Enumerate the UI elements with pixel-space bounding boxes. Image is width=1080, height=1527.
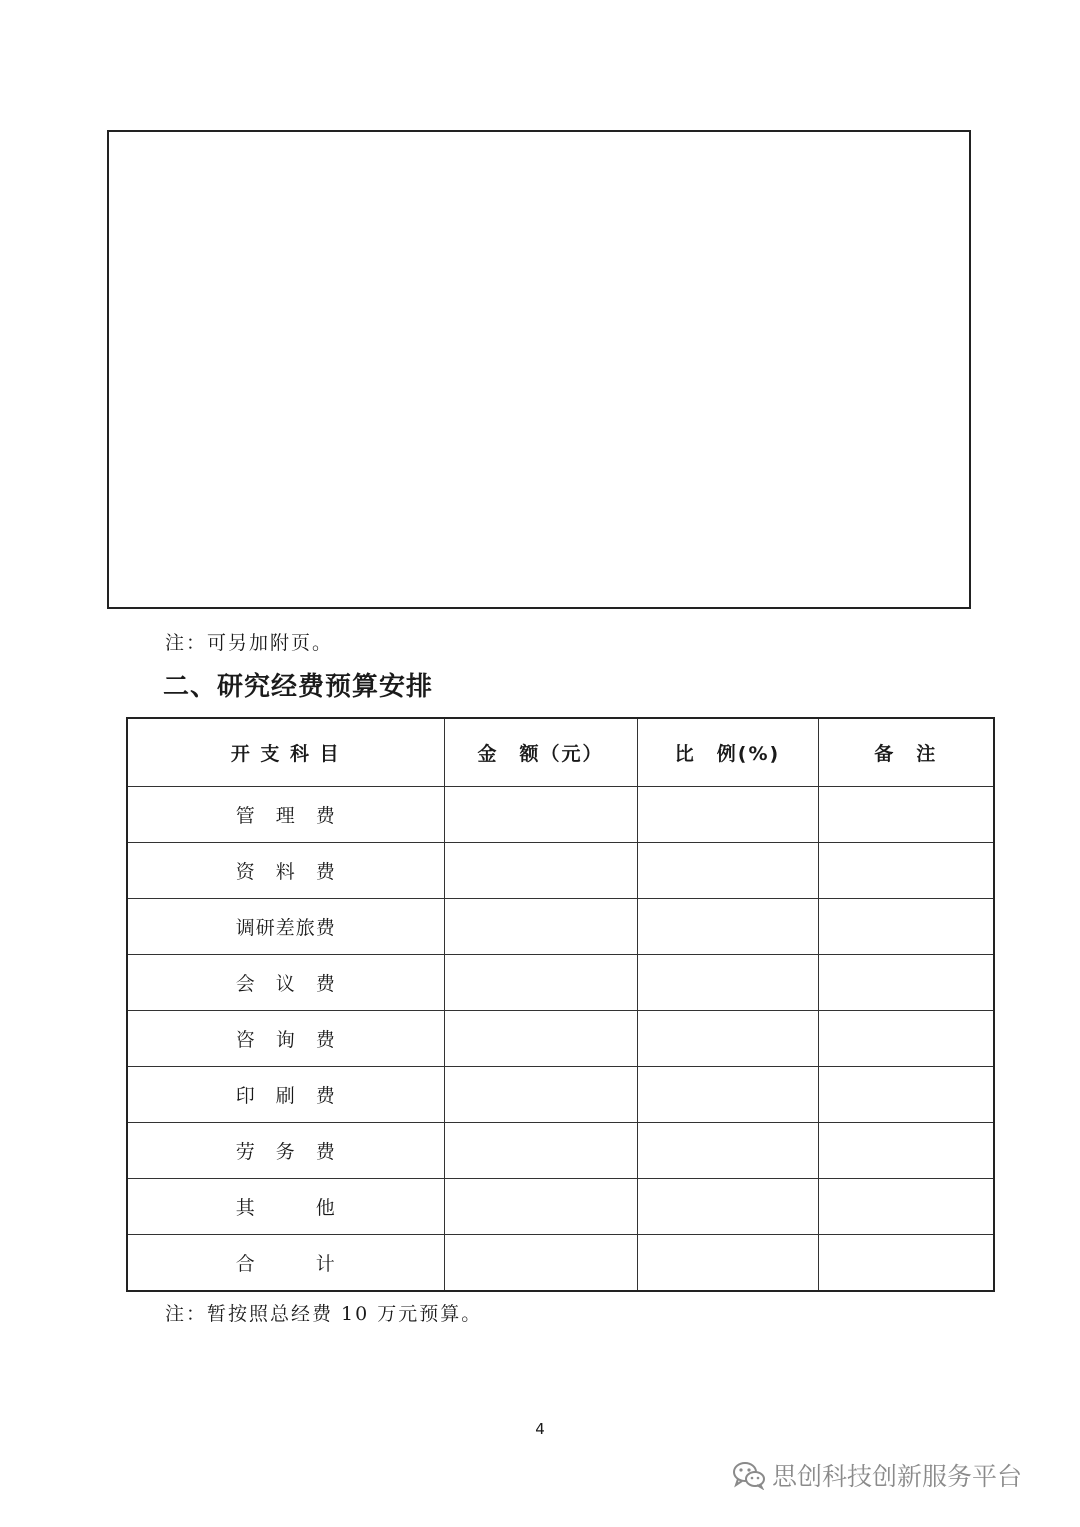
amount-cell[interactable]	[444, 787, 637, 843]
amount-cell[interactable]	[444, 843, 637, 899]
blank-content-box	[107, 130, 971, 609]
header-expense-item: 开 支 科 目	[127, 718, 444, 787]
table-row-total	[127, 1235, 994, 1292]
row-label: 咨 询 费	[127, 1011, 444, 1067]
remark-cell[interactable]	[818, 787, 994, 843]
table-row	[127, 843, 994, 899]
budget-table	[126, 717, 995, 1292]
remark-cell[interactable]	[818, 955, 994, 1011]
ratio-cell[interactable]	[637, 1235, 818, 1292]
row-label: 印 刷 费	[127, 1067, 444, 1123]
remark-cell[interactable]	[818, 1011, 994, 1067]
remark-cell[interactable]	[818, 899, 994, 955]
remark-cell[interactable]	[818, 843, 994, 899]
remark-cell[interactable]	[818, 1179, 994, 1235]
table-row	[127, 899, 994, 955]
row-label: 调研差旅费	[127, 899, 444, 955]
ratio-cell[interactable]	[637, 1123, 818, 1179]
row-label: 合 计	[127, 1235, 444, 1292]
remark-cell[interactable]	[818, 1235, 994, 1292]
row-label: 劳 务 费	[127, 1123, 444, 1179]
header-amount: 金 额（元）	[444, 718, 637, 787]
ratio-cell[interactable]	[637, 1179, 818, 1235]
page-number: 4	[535, 1420, 545, 1438]
header-ratio: 比 例(%)	[637, 718, 818, 787]
header-remark: 备 注	[818, 718, 994, 787]
table-row	[127, 1179, 994, 1235]
ratio-cell[interactable]	[637, 1011, 818, 1067]
table-row	[127, 1011, 994, 1067]
ratio-cell[interactable]	[637, 899, 818, 955]
watermark	[732, 1458, 1022, 1492]
row-label: 管 理 费	[127, 787, 444, 843]
amount-cell[interactable]	[444, 1235, 637, 1292]
table-header-row	[127, 718, 994, 787]
watermark-text: 思创科技创新服务平台	[772, 1462, 1023, 1491]
table-row	[127, 1123, 994, 1179]
row-label: 会 议 费	[127, 955, 444, 1011]
table-row	[127, 955, 994, 1011]
amount-cell[interactable]	[444, 1067, 637, 1123]
table-row	[127, 787, 994, 843]
ratio-cell[interactable]	[637, 1067, 818, 1123]
row-label: 资 料 费	[127, 843, 444, 899]
remark-cell[interactable]	[818, 1067, 994, 1123]
wechat-icon	[732, 1460, 766, 1490]
ratio-cell[interactable]	[637, 843, 818, 899]
amount-cell[interactable]	[444, 1123, 637, 1179]
ratio-cell[interactable]	[637, 787, 818, 843]
row-label: 其 他	[127, 1179, 444, 1235]
section-heading: 二、研究经费预算安排	[163, 672, 434, 702]
amount-cell[interactable]	[444, 1179, 637, 1235]
amount-cell[interactable]	[444, 955, 637, 1011]
attachment-note: 注：可另加附页。	[165, 632, 334, 654]
amount-cell[interactable]	[444, 899, 637, 955]
amount-cell[interactable]	[444, 1011, 637, 1067]
remark-cell[interactable]	[818, 1123, 994, 1179]
budget-note: 注：暂按照总经费 10 万元预算。	[165, 1303, 483, 1325]
table-row	[127, 1067, 994, 1123]
ratio-cell[interactable]	[637, 955, 818, 1011]
